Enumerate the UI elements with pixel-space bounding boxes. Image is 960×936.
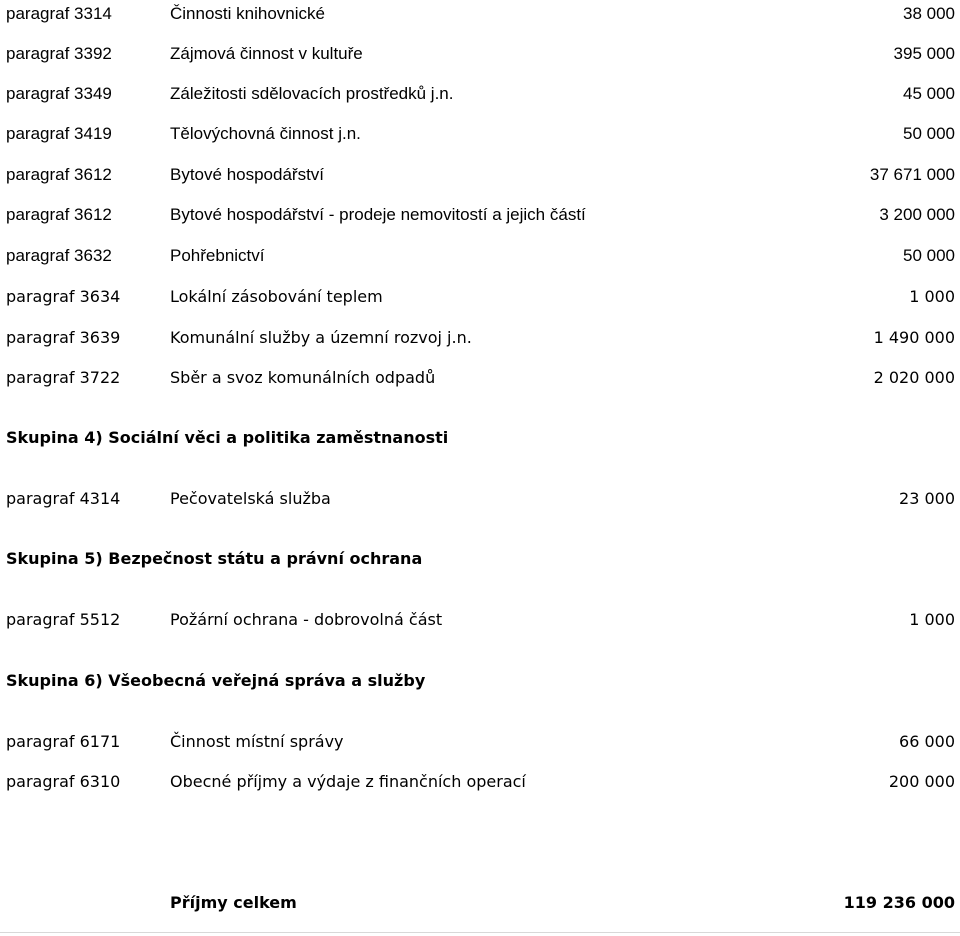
paragraph-code: paragraf 3314 [6,4,112,23]
table-row [0,485,960,513]
bottom-divider [0,932,960,933]
item-amount: 50 000 [903,246,955,265]
item-amount: 38 000 [903,4,955,23]
item-name: Bytové hospodářství [170,165,325,184]
table-row [0,161,960,189]
item-name: Bytové hospodářství - prodeje nemovitostí a jejich částí [170,205,586,224]
total-row [0,889,960,917]
total-amount: 119 236 000 [843,893,955,912]
item-name: Požární ochrana - dobrovolná část [170,610,443,629]
table-row [0,0,960,28]
item-amount: 1 490 000 [873,328,955,347]
table-row [0,283,960,311]
paragraph-code: paragraf 3612 [6,165,112,184]
item-amount: 37 671 000 [869,165,955,184]
item-amount: 45 000 [903,84,955,103]
paragraph-code: paragraf 3612 [6,205,112,224]
table-row [0,242,960,270]
item-amount: 2 020 000 [873,368,955,387]
paragraph-code: paragraf 3419 [6,124,112,143]
section-heading: Skupina 4) Sociální věci a politika zaměstnanosti [6,428,449,447]
total-label: Příjmy celkem [170,893,297,912]
item-name: Záležitosti sdělovacích prostředků j.n. [170,84,454,103]
item-name: Komunální služby a územní rozvoj j.n. [170,328,472,347]
item-name: Obecné příjmy a výdaje z finančních operací [170,772,526,791]
item-name: Zájmová činnost v kultuře [170,44,363,63]
item-amount: 1 000 [909,610,955,629]
table-row [0,768,960,796]
table-row [0,120,960,148]
table-row [0,40,960,68]
paragraph-code: paragraf 5512 [6,610,121,629]
paragraph-code: paragraf 3722 [6,368,121,387]
item-amount: 23 000 [899,489,955,508]
item-name: Činnosti knihovnické [170,4,325,23]
item-name: Pečovatelská služba [170,489,331,508]
item-amount: 200 000 [888,772,955,791]
table-row [0,201,960,229]
item-name: Lokální zásobování teplem [170,287,383,306]
item-amount: 3 200 000 [879,205,955,224]
item-name: Činnost místní správy [170,732,344,751]
item-name: Pohřebnictví [170,246,265,265]
table-row [0,606,960,634]
table-row [0,80,960,108]
paragraph-code: paragraf 6171 [6,732,121,751]
section-heading: Skupina 5) Bezpečnost státu a právní ochrana [6,549,423,568]
paragraph-code: paragraf 4314 [6,489,121,508]
paragraph-code: paragraf 3349 [6,84,112,103]
table-row [0,728,960,756]
paragraph-code: paragraf 6310 [6,772,121,791]
section-heading: Skupina 6) Všeobecná veřejná správa a služby [6,671,426,690]
item-amount: 395 000 [893,44,955,63]
table-row [0,324,960,352]
item-name: Tělovýchovná činnost j.n. [170,124,361,143]
paragraph-code: paragraf 3392 [6,44,112,63]
table-row [0,364,960,392]
paragraph-code: paragraf 3632 [6,246,112,265]
paragraph-code: paragraf 3634 [6,287,121,306]
item-amount: 66 000 [899,732,955,751]
paragraph-code: paragraf 3639 [6,328,121,347]
item-amount: 1 000 [909,287,955,306]
item-name: Sběr a svoz komunálních odpadů [170,368,436,387]
item-amount: 50 000 [903,124,955,143]
